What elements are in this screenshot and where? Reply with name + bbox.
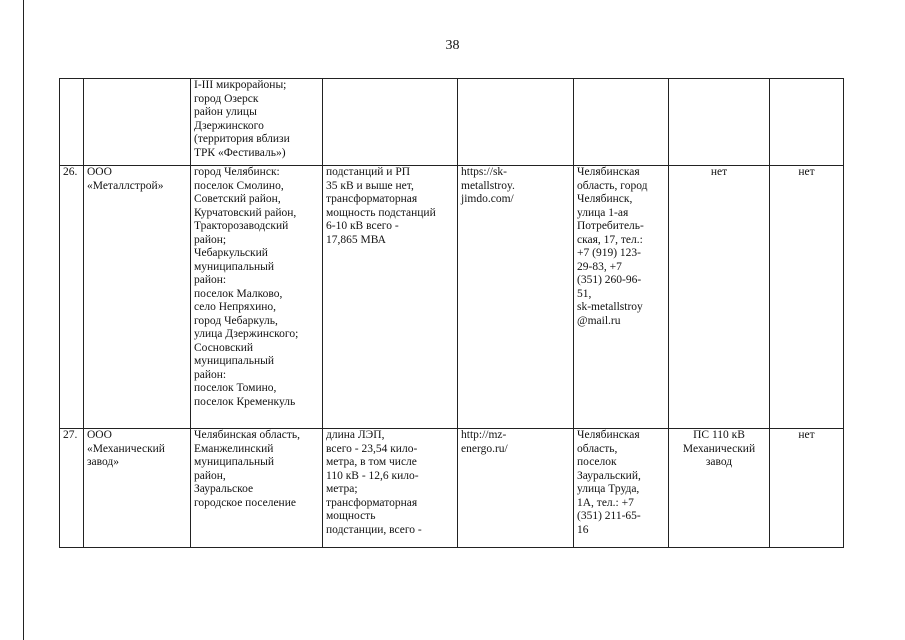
capacity-cell: подстанций и РП 35 кВ и выше нет, трансформаторная мощность подстанций 6-10 кВ всего - 17,865 МВА bbox=[323, 166, 458, 429]
contacts-cell bbox=[574, 79, 669, 166]
capacity-cell bbox=[323, 79, 458, 166]
table-row bbox=[60, 429, 844, 548]
organization-cell: ООО «Металлстрой» bbox=[84, 166, 191, 429]
col8-cell: нет bbox=[770, 166, 844, 429]
territory-cell: Челябинская область, Еманжелинский муниципальный район, Зауральское городское поселение bbox=[191, 429, 323, 548]
website-cell: https://sk- metallstroy. jimdo.com/ bbox=[458, 166, 574, 429]
col7-cell bbox=[669, 79, 770, 166]
row-number-cell bbox=[60, 79, 84, 166]
territory-cell: I-III микрорайоны; город Озерск район улицы Дзержинского (территория вблизи ТРК «Фестиваль») bbox=[191, 79, 323, 166]
table-row bbox=[60, 79, 844, 166]
table-row bbox=[60, 166, 844, 429]
contacts-cell: Челябинская область, город Челябинск, улица 1-ая Потребитель- ская, 17, тел.: +7 (919) 123- 29-83, +7 (351) 260-96- 51, sk-metallstroy @mail.ru bbox=[574, 166, 669, 429]
organization-cell: ООО «Механический завод» bbox=[84, 429, 191, 548]
page-number: 38 bbox=[445, 38, 460, 53]
territory-cell: город Челябинск: поселок Смолино, Советский район, Курчатовский район, Тракторозаводский район; Чебаркульский муниципальный район: поселок Малково, село Непряхино, город Чебаркуль, улица Дзержинского; Сосновский муниципальный район: поселок Томино, поселок Кременкуль bbox=[191, 166, 323, 429]
website-cell bbox=[458, 79, 574, 166]
col7-cell: ПС 110 кВ Механический завод bbox=[669, 429, 770, 548]
row-number-cell: 26. bbox=[60, 166, 84, 429]
left-margin-rule bbox=[23, 0, 24, 640]
contacts-cell bbox=[574, 429, 669, 548]
website-cell: http://mz- energo.ru/ bbox=[458, 429, 574, 548]
row-number-cell: 27. bbox=[60, 429, 84, 548]
utilities-table bbox=[59, 78, 844, 548]
capacity-text: длина ЛЭП, всего - 23,54 кило- метра, в том числе 110 кВ - 12,6 кило- метра; трансформаторная мощность подстанции, всего - bbox=[326, 429, 422, 536]
col8-cell: нет bbox=[770, 429, 844, 548]
organization-cell bbox=[84, 79, 191, 166]
capacity-cell bbox=[323, 429, 458, 548]
col8-cell bbox=[770, 79, 844, 166]
col7-cell: нет bbox=[669, 166, 770, 429]
contacts-text: Челябинская область, поселок Зауральский, улица Труда, 1А, тел.: +7 (351) 211-65- 16 bbox=[577, 429, 641, 536]
